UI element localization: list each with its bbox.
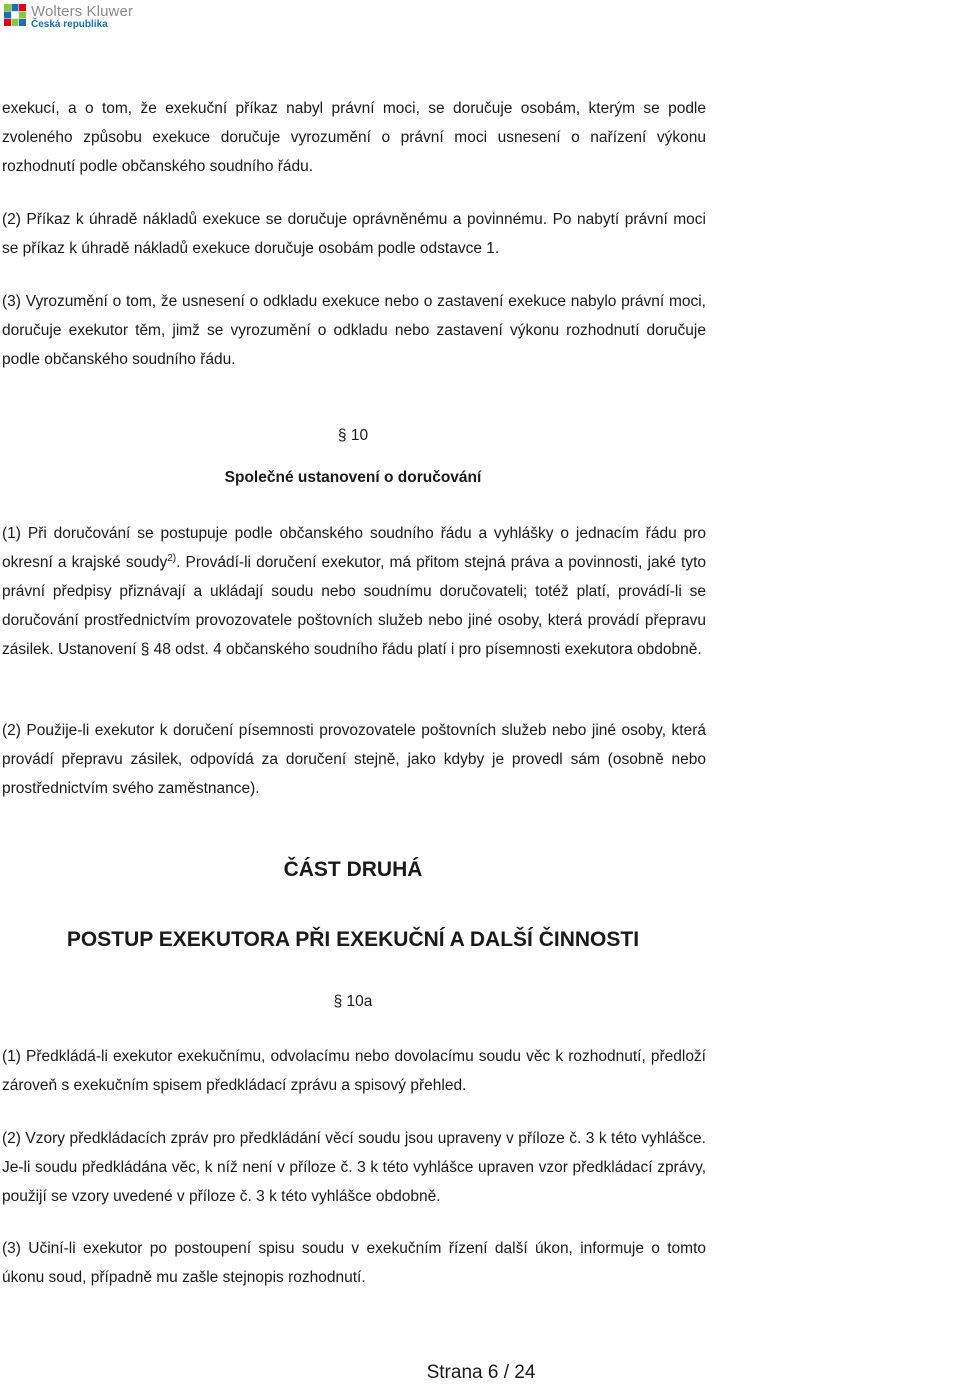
paragraph <box>2 519 706 664</box>
paragraph: (2) Vzory předkládacích zpráv pro předkládání věcí soudu jsou upraveny v příloze č. 3 k této vyhlášce. Je-li soudu předkládána věc, k níž není v příloze č. 3 k této vyhlášce upraven vzor předkládací zprávy, použijí se vzory uvedené v příloze č. 3 k této vyhlášce obdobně. <box>2 1130 706 1205</box>
wolters-kluwer-logo <box>4 4 133 30</box>
wolters-kluwer-logo-icon <box>4 4 26 26</box>
brand-name: Wolters Kluwer <box>31 3 133 20</box>
section-number: § 10a <box>333 993 373 1010</box>
page-number: Strana 6 / 24 <box>426 1362 536 1383</box>
paragraph: (1) Předkládá-li exekutor exekučnímu, odvolacímu nebo dovolacímu soudu věc k rozhodnutí, předloží zároveň s exekučním spisem předkládací zprávu a spisový přehled. <box>2 1048 706 1094</box>
section-number: § 10 <box>337 427 369 444</box>
paragraph-text: (1) Při doručování se postupuje podle občanského soudního řádu a vyhlášky o jednacím řádu pro okresní a krajské soudy <box>2 525 706 571</box>
part-title: POSTUP EXEKUTORA PŘI EXEKUČNÍ A DALŠÍ ČINNOSTI <box>66 928 640 951</box>
paragraph: (2) Příkaz k úhradě nákladů exekuce se doručuje oprávněnému a povinnému. Po nabytí právní moci se příkaz k úhradě nákladů exekuce doručuje osobám podle odstavce 1. <box>2 211 706 257</box>
part-heading: ČÁST DRUHÁ <box>283 858 423 881</box>
paragraph: (3) Učiní-li exekutor po postoupení spisu soudu v exekučním řízení další úkon, informuje o tomto úkonu soud, případně mu zašle stejnopis rozhodnutí. <box>2 1240 706 1286</box>
footnote-ref: 2) <box>167 552 177 564</box>
brand-subtitle: Česká republika <box>31 19 108 30</box>
paragraph: (3) Vyrozumění o tom, že usnesení o odkladu exekuce nebo o zastavení exekuce nabylo právní moci, doručuje exekutor těm, jimž se vyrozumění o odkladu nebo zastavení výkonu rozhodnutí doručuje podle občanského soudního řádu. <box>2 293 706 368</box>
paragraph: (2) Použije-li exekutor k doručení písemnosti provozovatele poštovních služeb nebo jiné osoby, která provádí přepravu zásilek, odpovídá za doručení stejně, jako kdyby je provedl sám (osobně nebo prostřednictvím svého zaměstnance). <box>2 722 706 797</box>
section-title: Společné ustanovení o doručování <box>224 469 482 486</box>
paragraph-text: . Provádí-li doručení exekutor, má přitom stejná práva a povinnosti, jaké tyto právní předpisy přiznávají a ukládají soudu nebo soudnímu doručovateli; totéž platí, provádí-li se doručování prostřednictvím provozovatele poštovních služeb nebo jiné osoby, která provádí přepravu zásilek. Ustanovení § 48 odst. 4 občanského soudního řádu platí i pro písemnosti exekutora obdobně. <box>2 554 707 658</box>
paragraph: exekucí, a o tom, že exekuční příkaz nabyl právní moci, se doručuje osobám, kterým se podle zvoleného způsobu exekuce doručuje vyrozumění o právní moci usnesení o nařízení výkonu rozhodnutí podle občanského soudního řádu. <box>2 100 706 175</box>
